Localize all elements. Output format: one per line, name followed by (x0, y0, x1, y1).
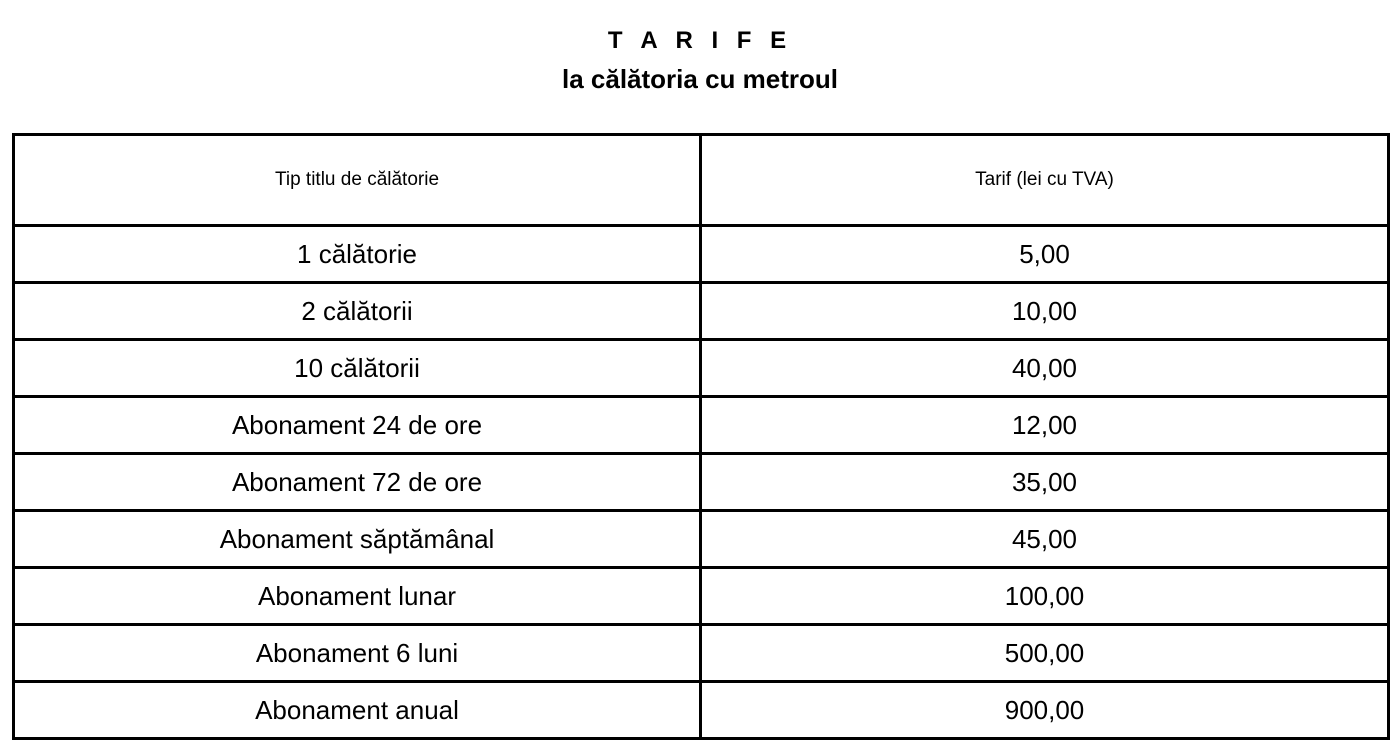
fare-cell: 5,00 (701, 226, 1389, 283)
ticket-type-cell: Abonament 72 de ore (14, 454, 701, 511)
fare-cell: 40,00 (701, 340, 1389, 397)
table-row (14, 568, 1389, 625)
fare-cell: 500,00 (701, 625, 1389, 682)
fare-cell: 100,00 (701, 568, 1389, 625)
ticket-type-cell: Abonament săptămânal (14, 511, 701, 568)
page-subtitle: la călătoria cu metroul (562, 64, 838, 94)
table-row (14, 454, 1389, 511)
fares-table (12, 133, 1390, 740)
ticket-type-cell: 1 călătorie (14, 226, 701, 283)
fare-cell: 12,00 (701, 397, 1389, 454)
table-row (14, 397, 1389, 454)
table-row (14, 340, 1389, 397)
page-header (0, 26, 1400, 96)
table-row (14, 283, 1389, 340)
ticket-type-cell: Abonament lunar (14, 568, 701, 625)
table-row (14, 625, 1389, 682)
table-row (14, 511, 1389, 568)
ticket-type-cell: 10 călătorii (14, 340, 701, 397)
table-row (14, 682, 1389, 739)
table-header-row (14, 135, 1389, 226)
column-header-fare: Tarif (lei cu TVA) (701, 135, 1389, 226)
ticket-type-cell: Abonament 24 de ore (14, 397, 701, 454)
ticket-type-cell: Abonament 6 luni (14, 625, 701, 682)
fare-cell: 900,00 (701, 682, 1389, 739)
column-header-ticket-type: Tip titlu de călătorie (14, 135, 701, 226)
ticket-type-cell: Abonament anual (14, 682, 701, 739)
table-row (14, 226, 1389, 283)
ticket-type-cell: 2 călătorii (14, 283, 701, 340)
page-title: T A R I F E (607, 27, 793, 54)
fare-cell: 10,00 (701, 283, 1389, 340)
fare-cell: 35,00 (701, 454, 1389, 511)
fare-cell: 45,00 (701, 511, 1389, 568)
